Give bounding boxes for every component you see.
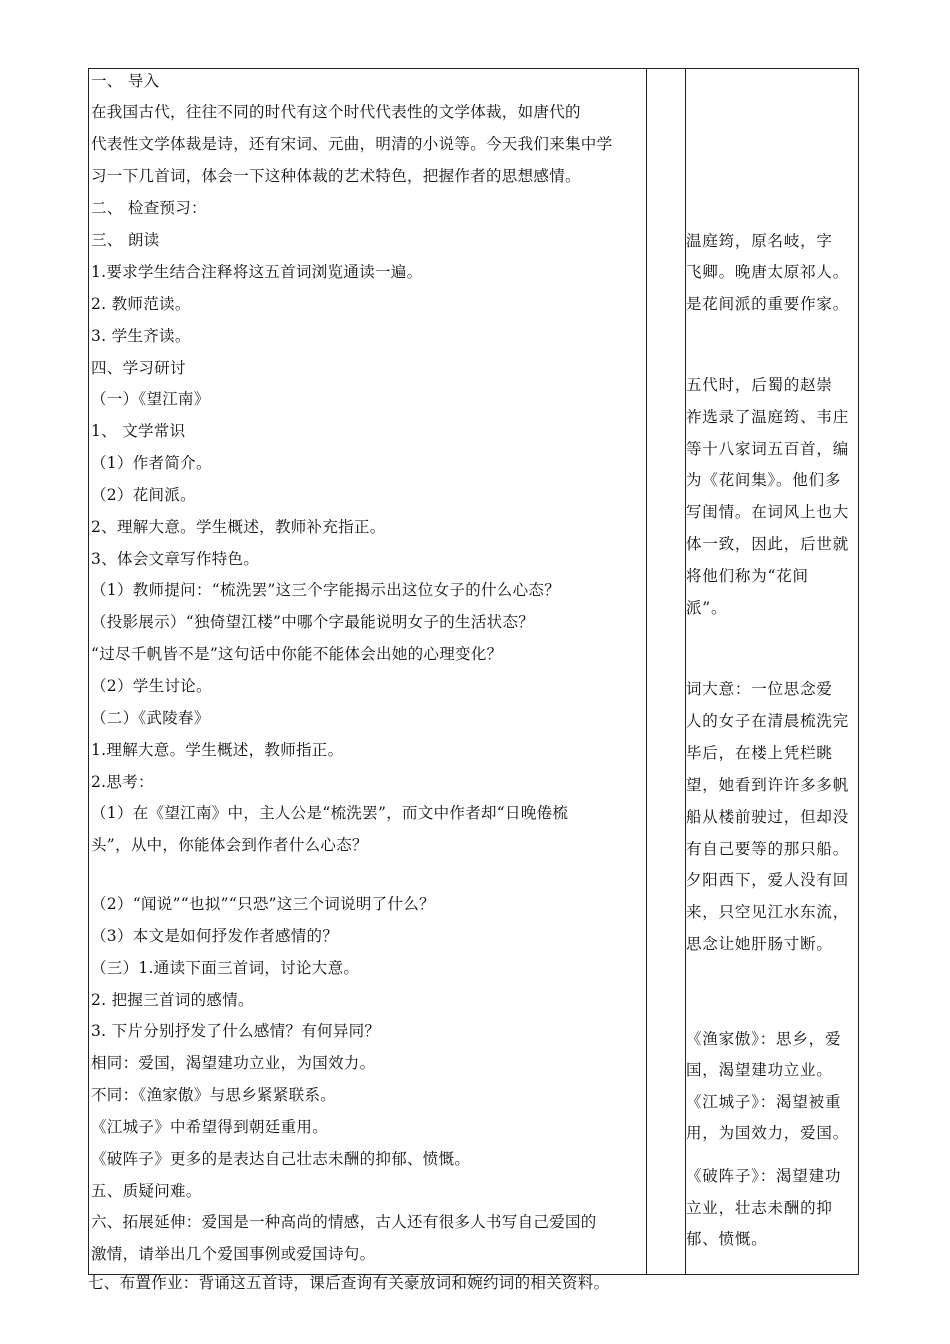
side-note-line: 毕后，在楼上凭栏眺	[686, 744, 833, 762]
main-line: 2.思考：	[91, 773, 154, 791]
main-line: 六、拓展延伸：爱国是一种高尚的情感，古人还有很多人书写自己爱国的	[91, 1213, 597, 1231]
side-note-line: 将他们称为“花间	[686, 567, 809, 585]
main-line: 代表性文学体裁是诗，还有宋词、元曲，明清的小说等。今天我们来集中学	[91, 135, 613, 153]
side-note-line: 五代时，后蜀的赵崇	[686, 376, 833, 394]
side-note-line: 夕阳西下，爱人没有回	[686, 871, 850, 889]
side-note-line: 温庭筠，原名岐，字	[686, 232, 833, 250]
main-line: 2. 把握三首词的感情。	[91, 991, 254, 1009]
main-line: （3）本文是如何抒发作者感情的？	[91, 927, 339, 945]
main-line: 1、 文学常识	[91, 422, 186, 440]
main-line: 在我国古代，往往不同的时代有这个时代代表性的文学体裁，如唐代的	[91, 103, 581, 121]
main-line: 三、 朗读	[91, 231, 160, 249]
main-line: 一、 导入	[91, 72, 160, 90]
main-line: 2. 教师范读。	[91, 295, 191, 313]
main-line: 1.理解大意。学生概述，教师指正。	[91, 741, 344, 759]
side-note-line: 派”。	[686, 599, 728, 617]
side-note-line: 郁、愤慨。	[686, 1230, 768, 1248]
side-note-line: 望，她看到许许多多帆	[686, 776, 850, 794]
side-note-line: 等十八家词五百首，编	[686, 440, 850, 458]
side-note-line: 体一致，因此，后世就	[686, 535, 850, 553]
side-note-line: 用，为国效力，爱国。	[686, 1124, 850, 1142]
side-note-line: 《江城子》：渴望被重	[686, 1093, 842, 1111]
main-line: 《破阵子》更多的是表达自己壮志未酬的抑郁、愤慨。	[91, 1150, 471, 1168]
lesson-table	[88, 68, 859, 1275]
side-note-line: 船从楼前驶过，但却没	[686, 808, 850, 826]
main-line: 四、学习研讨	[91, 359, 186, 377]
side-note-line: 写闺情。在词风上也大	[686, 503, 850, 521]
main-line: 2、理解大意。学生概述，教师补充指正。	[91, 518, 386, 536]
side-note-line: 词大意：一位思念爱	[686, 680, 833, 698]
main-line: （2）学生讨论。	[91, 677, 212, 695]
main-line: 五、质疑问难。	[91, 1182, 202, 1200]
main-line: 1.要求学生结合注释将这五首词浏览通读一遍。	[91, 263, 423, 281]
main-line: （一）《望江南》	[91, 390, 210, 408]
side-note-line: 《破阵子》：渴望建功	[686, 1167, 842, 1185]
main-line: 3、体会文章写作特色。	[91, 550, 260, 568]
main-line: （投影展示）“独倚望江楼”中哪个字最能说明女子的生活状态？	[91, 613, 535, 631]
main-line: 不同：《渔家傲》与思乡紧紧联系。	[91, 1086, 337, 1104]
main-line: “过尽千帆皆不是”这句话中你能不能体会出她的心理变化？	[91, 645, 503, 663]
main-line: （二）《武陵春》	[91, 709, 210, 727]
side-note-line: 为《花间集》。他们多	[686, 471, 842, 489]
side-note-line: 人的女子在清晨梳洗完	[686, 712, 850, 730]
main-line: 二、 检查预习：	[91, 199, 207, 217]
side-note-line: 祚选录了温庭筠、韦庄	[686, 408, 850, 426]
main-line: 激情，请举出几个爱国事例或爱国诗句。	[91, 1245, 376, 1263]
homework-line: 七、布置作业：背诵这五首诗，课后查询有关豪放词和婉约词的相关资料。	[88, 1274, 610, 1292]
main-line: 3. 下片分别抒发了什么感情？有何异同？	[91, 1022, 381, 1040]
side-note-line: 思念让她肝肠寸断。	[686, 935, 833, 953]
side-note-line: 有自己要等的那只船。	[686, 840, 850, 858]
main-line: （1）教师提问：“梳洗罢”这三个字能揭示出这位女子的什么心态？	[91, 581, 561, 599]
main-line: 头”，从中，你能体会到作者什么心态？	[91, 836, 368, 854]
column-divider	[646, 69, 647, 1274]
main-line: 习一下几首词，体会一下这种体裁的艺术特色，把握作者的思想感情。	[91, 167, 581, 185]
main-line: （2）“闻说”“也拟”“只恐”这三个词说明了什么？	[91, 895, 435, 913]
side-note-line: 立业，壮志未酬的抑	[686, 1199, 833, 1217]
side-note-line: 国，渴望建功立业。	[686, 1061, 833, 1079]
main-line: （1）在《望江南》中，主人公是“梳洗罢”，而文中作者却“日晚倦梳	[91, 804, 569, 822]
side-note-line: 来，只空见江水东流，	[686, 903, 850, 921]
main-line: 相同：爱国，渴望建功立业，为国效力。	[91, 1054, 376, 1072]
side-note-line: 是花间派的重要作家。	[686, 295, 850, 313]
side-note-line: 飞卿。晚唐太原祁人。	[686, 263, 850, 281]
main-line: （2）花间派。	[91, 486, 196, 504]
main-line: （1）作者简介。	[91, 454, 212, 472]
main-line: 《江城子》中希望得到朝廷重用。	[91, 1118, 329, 1136]
main-line: （三）1.通读下面三首词，讨论大意。	[91, 959, 360, 977]
main-line: 3. 学生齐读。	[91, 327, 191, 345]
side-note-line: 《渔家傲》：思乡，爱	[686, 1030, 842, 1048]
